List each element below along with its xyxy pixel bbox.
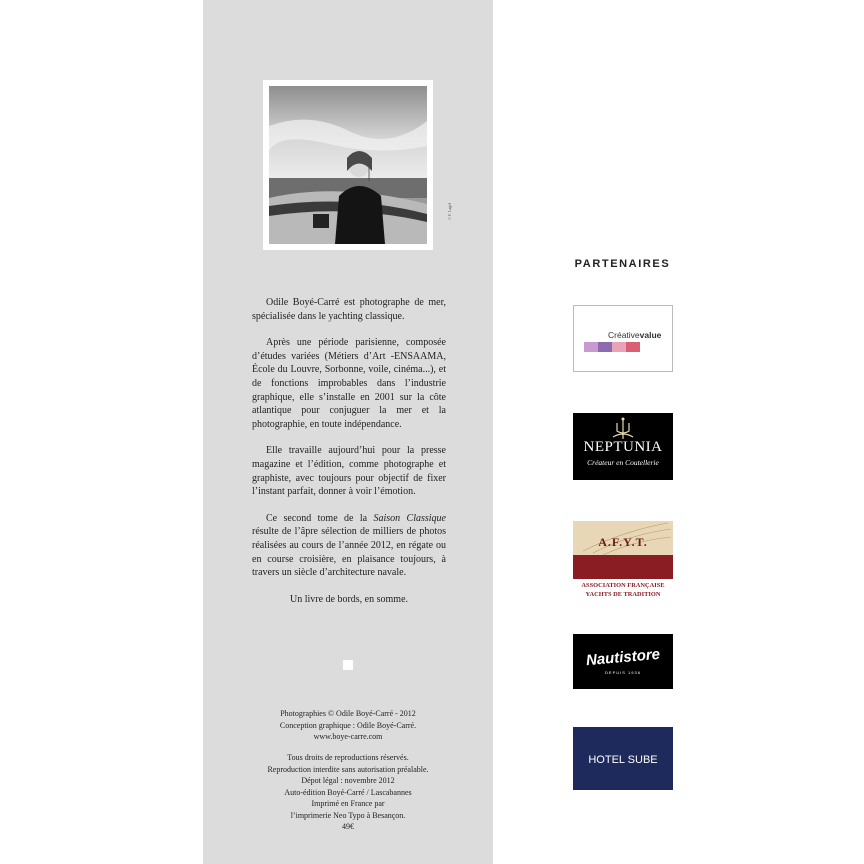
nautistore-name: Nautistore — [585, 645, 661, 670]
afyt-line: YACHTS DE TRADITION — [585, 591, 661, 598]
neptunia-tagline: Créateur en Coutellerie — [587, 458, 659, 467]
creativevalue-swatch — [584, 342, 598, 352]
author-photo-image — [269, 86, 427, 244]
hotel-sube-logo — [573, 727, 673, 790]
neptunia-name: NEPTUNIA — [583, 439, 663, 455]
partners-heading: PARTENAIRES — [574, 258, 671, 270]
nautistore-tagline: DEPUIS 1936 — [605, 670, 641, 675]
credits-block — [223, 708, 473, 743]
afyt-line: ASSOCIATION FRANÇAISE — [581, 582, 665, 589]
creativevalue-part1: Créative — [608, 330, 640, 340]
legal-line: Reproduction interdite sans autorisation préalable. — [267, 764, 429, 774]
creativevalue-part2: value — [639, 330, 662, 340]
credits-line: Photographies © Odile Boyé-Carré - 2012 — [280, 709, 416, 718]
website-link[interactable]: www.boye-carre.com — [313, 732, 383, 741]
legal-line: Tous droits de reproductions réservés. — [287, 753, 409, 762]
afyt-logo — [573, 521, 673, 599]
bio-paragraph: Après une période parisienne, composée d’études variées (Métiers d’Art -ENSAAMA, École du Louvre, Sorbonne, voile, cinéma...), et de fonctions improbables dans l’industrie graphique, elle s’installe en 2001 sur la côte atlantique pour conjuguer la mer et la photographie, en toute indépendance. — [252, 337, 446, 430]
legal-line: Auto-édition Boyé-Carré / Lascabannes — [284, 787, 412, 797]
bio-paragraph — [252, 512, 446, 580]
bio-text: Ce second tome de la — [266, 512, 374, 524]
price: 49€ — [342, 822, 354, 831]
hull-lines-icon — [573, 521, 673, 579]
legal-line: Imprimé en France par — [311, 799, 385, 808]
legal-block — [223, 752, 473, 833]
bio-paragraph: Odile Boyé-Carré est photographe de mer, spécialisée dans le yachting classique. — [252, 297, 446, 322]
ornament-square — [343, 660, 353, 670]
afyt-emblem — [573, 521, 673, 579]
author-photo — [269, 86, 427, 244]
legal-line: l’imprimerie Neo Typo à Besançon. — [290, 810, 406, 820]
photo-credit: © F. Lagel — [447, 202, 452, 220]
author-biography — [252, 296, 446, 619]
hotel-name: HOTEL SUBE — [588, 754, 658, 766]
creativevalue-wordmark — [608, 330, 661, 340]
author-photo-frame — [263, 80, 433, 250]
bio-paragraph: Elle travaille aujourd’hui pour la presse magazine et l’édition, comme photographe et graphiste, avec toujours pour objectif de fixer l’instant parfait, donner à voir l’émotion. — [252, 445, 446, 498]
legal-line: Dépot légal : novembre 2012 — [301, 776, 395, 785]
credits-line: Conception graphique : Odile Boyé-Carré. — [279, 720, 417, 730]
bio-text: résulte de l’âpre sélection de milliers de photos réalisées au cours de l’année 2012, en régate ou en course croisière, en plaisance toujours, à travers un siècle d’architecture navale. — [252, 526, 446, 579]
creativevalue-swatch — [626, 342, 640, 352]
book-title: Saison Classique — [373, 512, 446, 524]
creativevalue-swatch — [598, 342, 612, 352]
nautistore-logo — [573, 634, 673, 689]
neptunia-logo — [573, 413, 673, 480]
bio-closing: Un livre de bords, en somme. — [289, 593, 409, 605]
creativevalue-swatch — [612, 342, 626, 352]
creativevalue-logo — [573, 305, 673, 372]
afyt-title: A.F.Y.T. — [598, 535, 648, 549]
